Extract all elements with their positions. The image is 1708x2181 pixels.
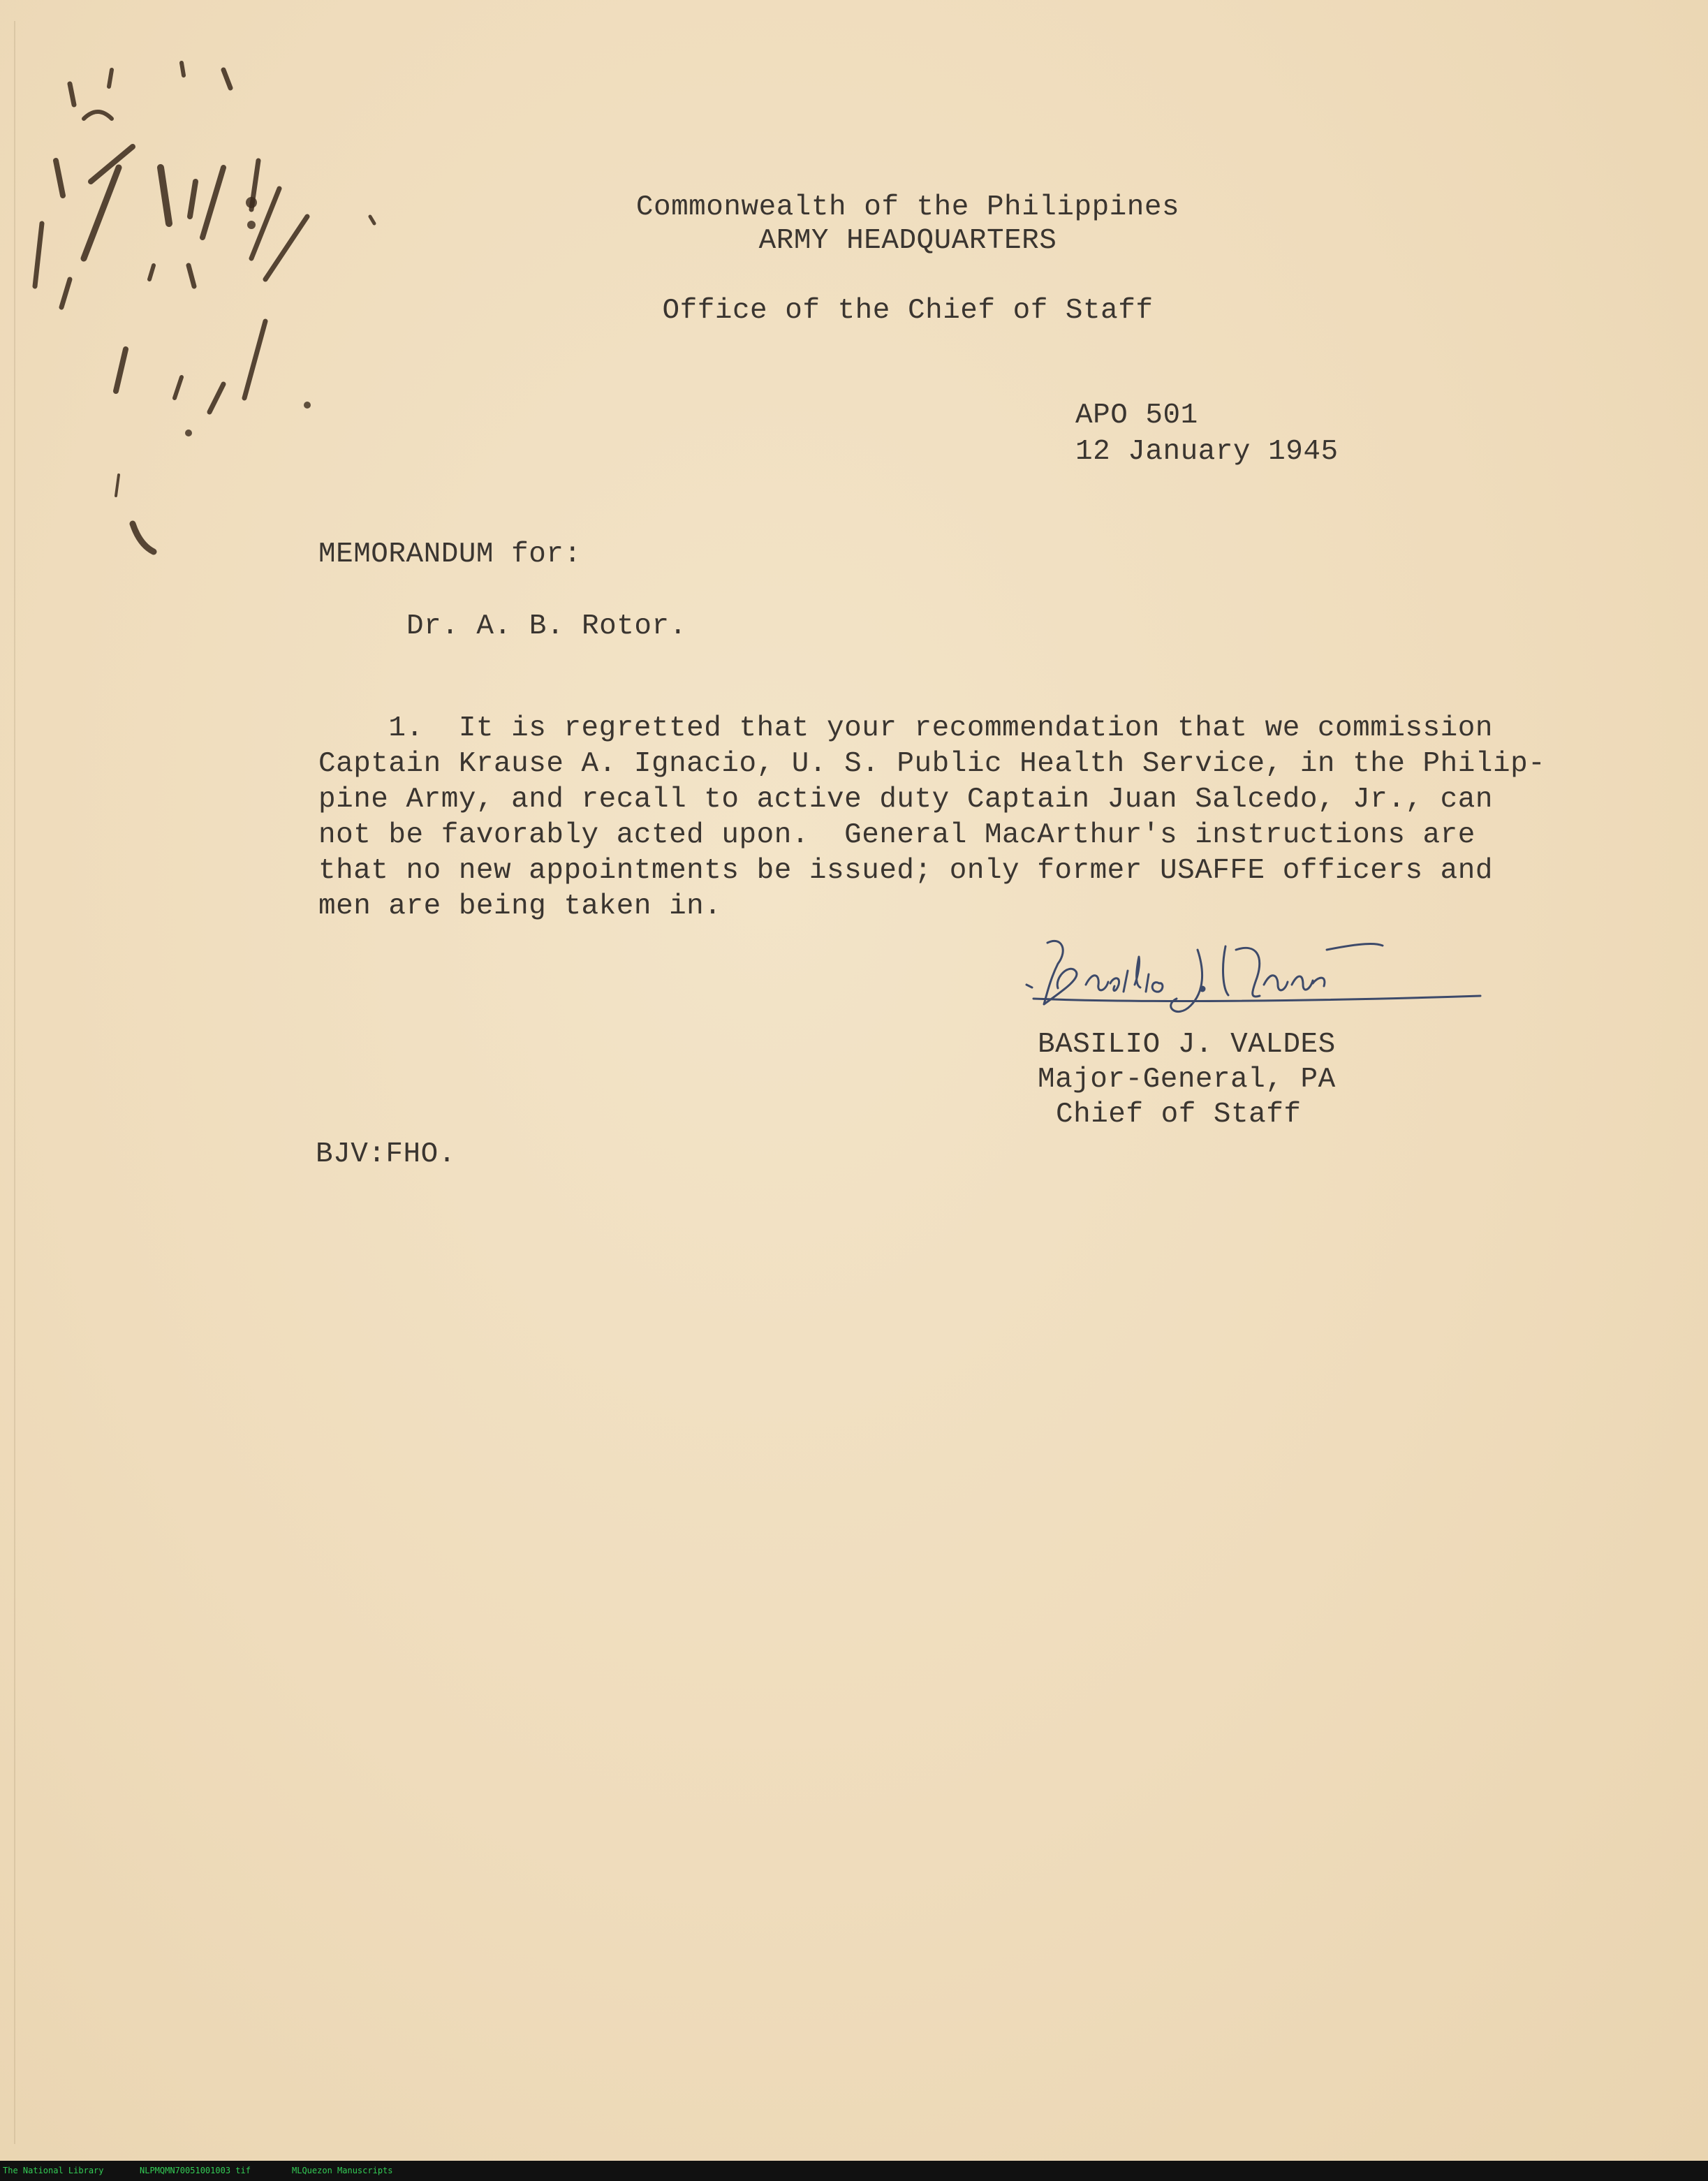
memo-recipient: Dr. A. B. Rotor. <box>406 610 687 642</box>
apo-number: APO 501 <box>1075 399 1198 432</box>
reference-initials: BJV:FHO. <box>316 1138 456 1170</box>
footer-collection: MLQuezon Manuscripts <box>292 2166 393 2175</box>
footer-library: The National Library <box>3 2166 104 2175</box>
memo-body-paragraph <box>318 711 1561 925</box>
letterhead-army-headquarters: ARMY HEADQUARTERS <box>758 225 1057 257</box>
letterhead-office: Office of the Chief of Staff <box>662 295 1154 327</box>
footer-file: NLPMQMN70051001003 tif <box>140 2166 251 2175</box>
signatory-rank: Major-General, PA <box>1038 1064 1336 1096</box>
body-line: not be favorably acted upon. General MacArthur's instructions are <box>318 819 1475 851</box>
scan-footer-bar <box>0 2161 1708 2181</box>
body-line: men are being taken in. <box>318 890 722 923</box>
body-line: 1. It is regretted that your recommendation that we commission <box>318 712 1493 744</box>
handwritten-signature <box>1019 922 1494 1027</box>
body-line: Captain Krause A. Ignacio, U. S. Public Health Service, in the Philip- <box>318 748 1546 780</box>
signatory-title: Chief of Staff <box>1056 1099 1302 1131</box>
ink-stamp-marks <box>14 42 405 573</box>
body-line: that no new appointments be issued; only former USAFFE officers and <box>318 855 1493 887</box>
memo-heading: MEMORANDUM for: <box>318 538 582 571</box>
body-line: pine Army, and recall to active duty Captain Juan Salcedo, Jr., can <box>318 784 1493 816</box>
signatory-name: BASILIO J. VALDES <box>1038 1029 1336 1061</box>
letterhead-commonwealth: Commonwealth of the Philippines <box>635 191 1180 223</box>
letter-date: 12 January 1945 <box>1075 436 1339 468</box>
